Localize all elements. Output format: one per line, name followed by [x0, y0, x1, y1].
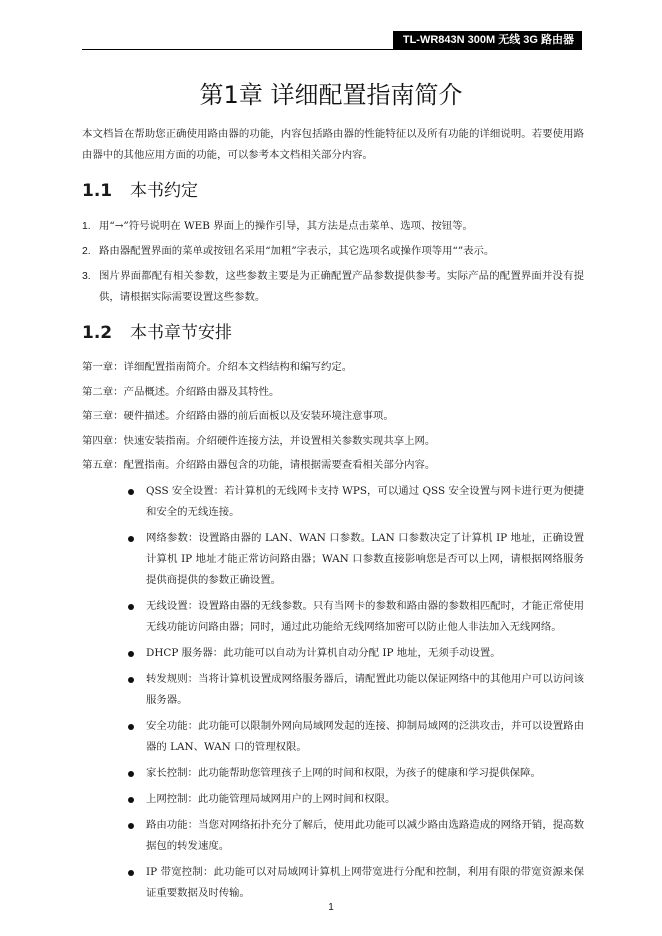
bullet-text: 网络参数：设置路由器的 LAN、WAN 口参数。LAN 口参数决定了计算机 IP 地址，正确设置计算机 IP 地址才能正常访问路由器；WAN 口参数直接影响您是否可以上网，请根据网络服务提供商提供的参数正确设置。: [146, 532, 584, 586]
bullet-item: [128, 669, 584, 711]
section-title: 本书约定: [130, 181, 198, 201]
bullet-dot-icon: [128, 536, 134, 542]
bullet-text: 家长控制：此功能帮助您管理孩子上网的时间和权限，为孩子的健康和学习提供保障。: [146, 767, 541, 779]
bullet-dot-icon: [128, 771, 134, 777]
chapter-line: 第三章：硬件描述。介绍路由器的前后面板以及安装环境注意事项。: [82, 410, 394, 423]
bullet-text: IP 带宽控制：此功能可以对局域网计算机上网带宽进行分配和控制，利用有限的带宽资源来保证重要数据及时传输。: [146, 866, 584, 899]
bullet-dot-icon: [128, 604, 134, 610]
section-number: 1.2: [82, 323, 113, 343]
list-item: [82, 216, 584, 237]
bullet-dot-icon: [128, 677, 134, 683]
bullet-item: [128, 763, 584, 784]
item-text: 图片界面都配有相关参数，这些参数主要是为正确配置产品参数提供参考。实际产品的配置界面并没有提供，请根据实际需要设置这些参数。: [99, 270, 584, 303]
bullet-item: [128, 596, 584, 638]
bullet-dot-icon: [128, 823, 134, 829]
chapter-line: 第二章：产品概述。介绍路由器及其特性。: [82, 385, 280, 398]
chapter-line: 第一章：详细配置指南简介。介绍本文档结构和编写约定。: [82, 361, 353, 373]
item-number: 1.: [82, 221, 91, 232]
bullet-item: [128, 716, 584, 758]
chapter-title: 第1章 详细配置指南简介: [199, 81, 463, 109]
bullet-dot-icon: [128, 724, 134, 730]
bullet-item: [128, 481, 584, 523]
bullet-text: 上网控制：此功能管理局域网用户的上网时间和权限。: [146, 793, 396, 805]
conventions-list: [82, 216, 584, 312]
section-heading-1: [82, 180, 582, 202]
bullet-text: 无线设置：设置路由器的无线参数。只有当网卡的参数和路由器的参数相匹配时，才能正常使用无线功能访问路由器；同时，通过此功能给无线网络加密可以防止他人非法加入无线网络。: [146, 600, 584, 633]
section-number: 1.1: [82, 181, 113, 201]
bullet-text: 转发规则：当将计算机设置成网络服务器后，请配置此功能以保证网络中的其他用户可以访问该服务器。: [146, 673, 584, 706]
list-item: [82, 266, 584, 308]
bullet-item: [128, 789, 584, 810]
bullet-item: [128, 815, 584, 857]
bullet-dot-icon: [128, 489, 134, 495]
bullet-text: QSS 安全设置：若计算机的无线网卡支持 WPS，可以通过 QSS 安全设置与网卡进行更为便捷和安全的无线连接。: [146, 485, 584, 518]
chapter-line: 第五章：配置指南。介绍路由器包含的功能，请根据需要查看相关部分内容。: [82, 459, 436, 472]
bullet-item: [128, 862, 584, 904]
bullet-dot-icon: [128, 797, 134, 803]
chapter-list: [82, 357, 584, 480]
bullet-item: [128, 528, 584, 591]
bullet-text: DHCP 服务器：此功能可以自动为计算机自动分配 IP 地址，无须手动设置。: [146, 647, 501, 659]
item-number: 3.: [82, 271, 91, 282]
page-number: 1: [328, 902, 334, 913]
header-title: TL-WR843N 300M 无线 3G 路由器: [393, 31, 582, 49]
item-number: 2.: [82, 246, 91, 257]
intro-paragraph: 本文档旨在帮助您正确使用路由器的功能，内容包括路由器的性能特征以及所有功能的详细说明。若要使用路由器中的其他应用方面的功能，可以参考本文档相关部分内容。: [82, 128, 584, 161]
list-item: [82, 241, 584, 262]
section-title: 本书章节安排: [130, 323, 232, 343]
feature-bullet-list: [128, 481, 584, 909]
bullet-dot-icon: [128, 870, 134, 876]
item-text: 用“→”符号说明在 WEB 界面上的操作引导，其方法是点击菜单、选项、按钮等。: [99, 220, 473, 232]
bullet-text: 路由功能：当您对网络拓扑充分了解后，使用此功能可以减少路由选路造成的网络开销，提高数据包的转发速度。: [146, 819, 584, 852]
header-rule: [82, 49, 582, 50]
section-heading-2: [82, 322, 582, 344]
item-text: 路由器配置界面的菜单或按钮名采用“加粗”字表示，其它选项名或操作项等用“”表示。: [99, 245, 495, 257]
bullet-text: 安全功能：此功能可以限制外网向局域网发起的连接、抑制局域网的泛洪攻击，并可以设置路由器的 LAN、WAN 口的管理权限。: [146, 720, 584, 753]
chapter-line: 第四章：快速安装指南。介绍硬件连接方法，并设置相关参数实现共享上网。: [82, 434, 436, 447]
bullet-dot-icon: [128, 651, 134, 657]
bullet-item: [128, 643, 584, 664]
